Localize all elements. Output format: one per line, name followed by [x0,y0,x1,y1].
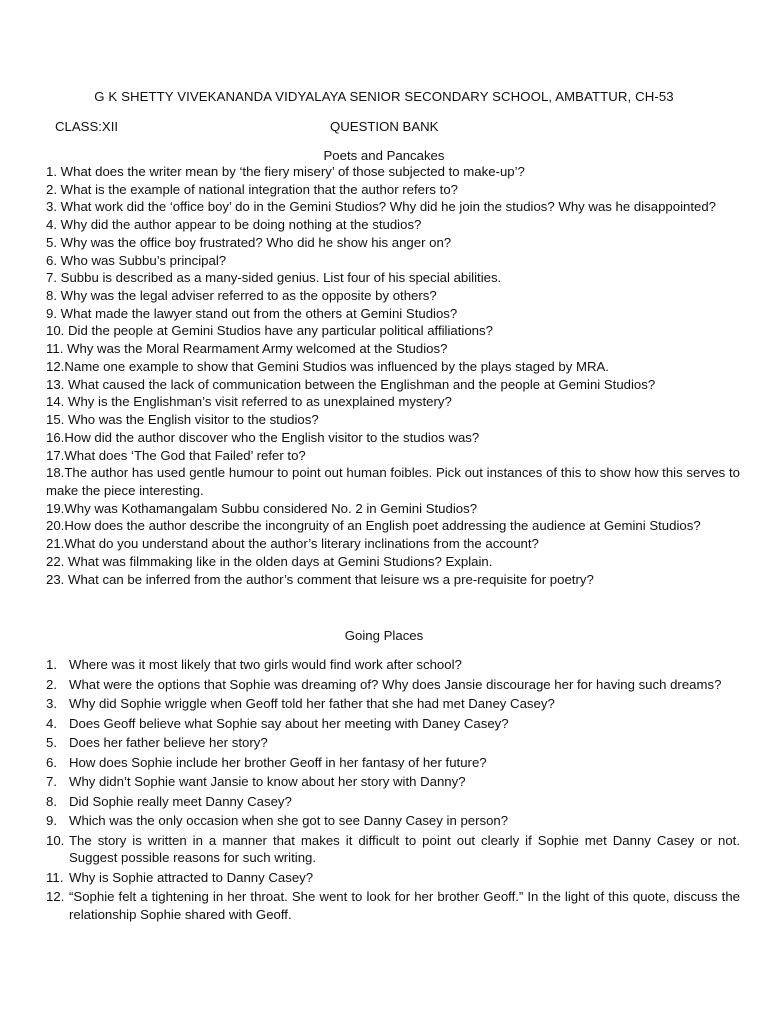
question-text: Where was it most likely that two girls would find work after school? [69,657,462,672]
question-item: 19.Why was Kothamangalam Subbu considered No. 2 in Gemini Studios? [46,500,478,516]
question-item: 22. What was filmmaking like in the olden days at Gemini Studions? Explain. [46,553,493,569]
numbered-question [46,888,740,924]
numbered-question [46,832,740,868]
question-list-going-places [46,656,740,926]
question-number: 10. [46,832,65,848]
question-item: 14. Why is the Englishman’s visit referred to as unexplained mystery? [46,394,452,410]
numbered-question [46,754,740,772]
question-number: 7. [46,774,57,789]
question-number: 5. [46,735,57,750]
question-item: 21.What do you understand about the author’s literary inclinations from the account? [46,536,539,552]
question-text: Why did Sophie wriggle when Geoff told her father that she had met Daney Casey? [69,696,555,711]
section-title-poets-and-pancakes: Poets and Pancakes [323,148,445,163]
numbered-question [46,773,740,791]
question-item: 5. Why was the office boy frustrated? Who did he show his anger on? [46,234,452,250]
numbered-question [46,869,740,887]
question-list-poets-and-pancakes [46,163,740,588]
question-item: 8. Why was the legal adviser referred to as the opposite by others? [46,288,437,304]
question-item: 16.How did the author discover who the English visitor to the studios was? [46,429,480,445]
question-item: 12.Name one example to show that Gemini Studios was influenced by the plays staged by MRA. [46,358,609,374]
question-item: 2. What is the example of national integration that the author refers to? [46,181,458,197]
question-item: 11. Why was the Moral Rearmament Army welcomed at the Studios? [46,341,448,357]
question-item: 15. Who was the English visitor to the studios? [46,412,319,428]
question-text: Which was the only occasion when she got to see Danny Casey in person? [69,813,509,828]
question-number: 6. [46,754,57,770]
question-item: 23. What can be inferred from the author’s comment that leisure ws a pre-requisite for poetry? [46,571,594,587]
numbered-question [46,695,740,713]
question-item: 4. Why did the author appear to be doing nothing at the studios? [46,217,422,233]
school-name: G K SHETTY VIVEKANANDA VIDYALAYA SENIOR SECONDARY SCHOOL, AMBATTUR, CH-53 [94,89,674,104]
section-title-going-places: Going Places [344,628,424,643]
question-number: 4. [46,715,57,731]
question-item: 13. What caused the lack of communication between the Englishman and the people at Gemini Studios? [46,376,656,392]
question-number: 9. [46,813,57,828]
question-item: 17.What does ‘The God that Failed’ refer to? [46,447,306,463]
numbered-question [46,793,740,811]
question-text: Why is Sophie attracted to Danny Casey? [69,869,314,885]
question-item: 18.The author has used gentle humour to point out human foibles. Pick out instances of this to show how this serves to make the piece interesting. [46,465,740,498]
numbered-question [46,656,740,674]
question-number: 1. [46,657,57,672]
question-text: Did Sophie really meet Danny Casey? [69,793,292,809]
question-item: 6. Who was Subbu’s principal? [46,252,227,268]
numbered-question [46,734,740,752]
question-text: “Sophie felt a tightening in her throat. She went to look for her brother Geoff.” In the light of this quote, discuss the relationship Sophie shared with Geoff. [69,889,740,923]
question-number: 3. [46,696,57,711]
question-item: 7. Subbu is described as a many-sided genius. List four of his special abilities. [46,270,502,286]
question-text: What were the options that Sophie was dreaming of? Why does Jansie discourage her for having such dreams? [69,676,722,692]
class-label: CLASS:XII [55,119,119,134]
question-item: 10. Did the people at Gemini Studios have any particular political affiliations? [46,323,493,339]
question-text: Why didn’t Sophie want Jansie to know about her story with Danny? [69,774,466,789]
question-number: 12. [46,889,65,905]
question-item: 1. What does the writer mean by ‘the fiery misery’ of those subjected to make-up’? [46,164,525,179]
question-number: 11. [46,869,64,885]
page-title: QUESTION BANK [330,119,439,134]
question-number: 2. [46,676,57,692]
numbered-question [46,812,740,830]
question-text: How does Sophie include her brother Geoff in her fantasy of her future? [69,754,487,770]
question-text: Does Geoff believe what Sophie say about her meeting with Daney Casey? [69,715,509,731]
question-number: 8. [46,793,57,809]
question-text: The story is written in a manner that makes it difficult to point out clearly if Sophie met Danny Casey or not. Suggest possible reasons for such writing. [69,832,740,866]
question-item: 20.How does the author describe the incongruity of an English poet addressing the audience at Gemini Studios? [46,518,701,534]
question-item: 3. What work did the ‘office boy’ do in the Gemini Studios? Why did he join the studios? Why was he disappointed? [46,199,717,215]
numbered-question [46,715,740,733]
numbered-question [46,676,740,694]
question-item: 9. What made the lawyer stand out from the others at Gemini Studios? [46,305,458,321]
question-text: Does her father believe her story? [69,735,268,750]
